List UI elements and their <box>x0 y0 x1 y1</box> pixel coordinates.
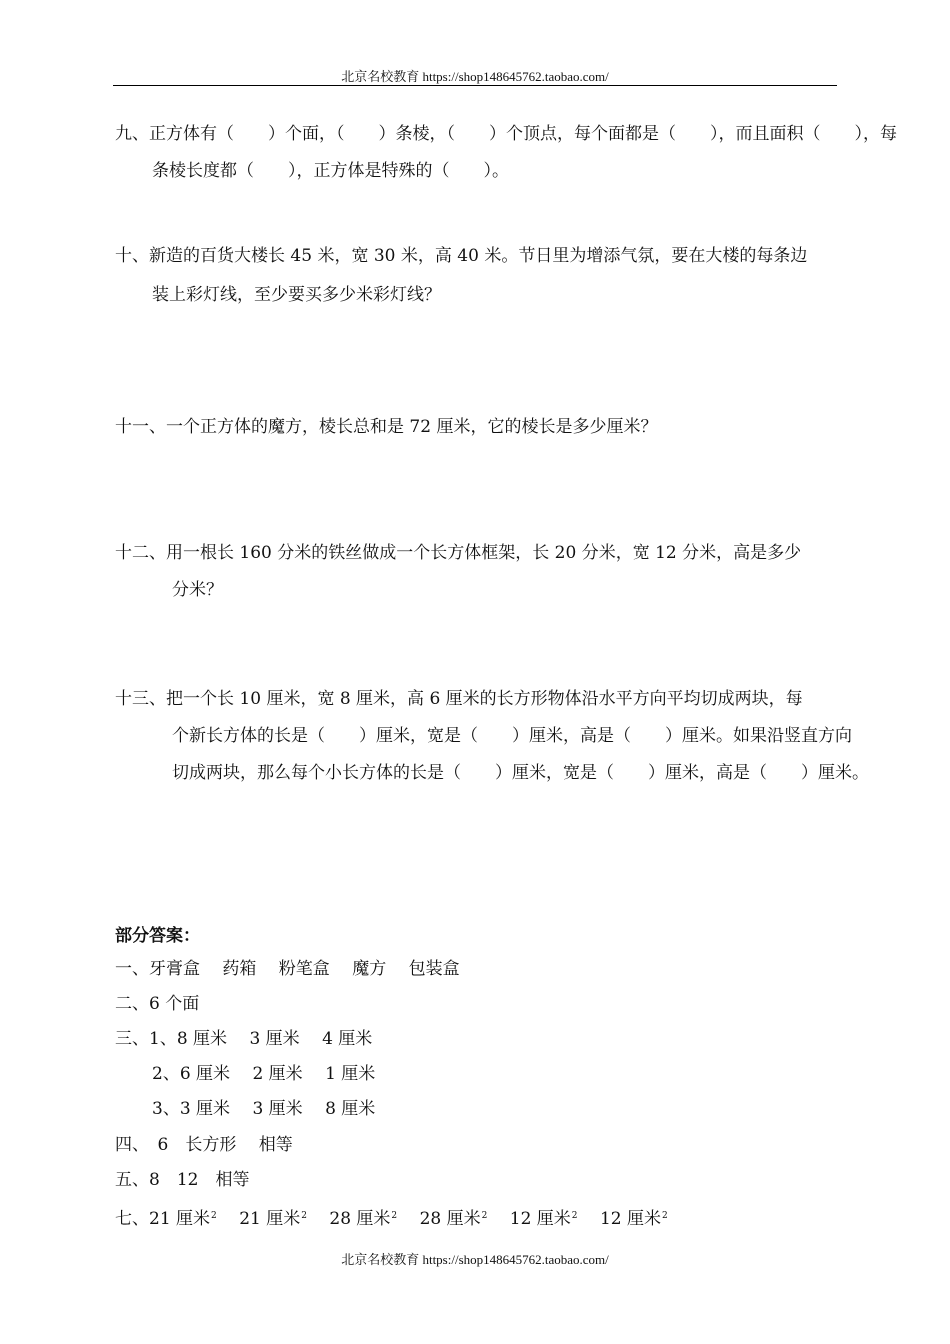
page-footer: 北京名校教育 https://shop148645762.taobao.com/ <box>341 1252 609 1267</box>
question-13-line-3: 切成两块，那么每个小长方体的长是（ ）厘米，宽是（ ）厘米，高是（ ）厘米。 <box>172 763 869 783</box>
answer-7-item: 12 厘米 <box>599 1209 661 1229</box>
answer-3-2: 2、6 厘米 2 厘米 1 厘米 <box>152 1064 376 1084</box>
squared-superscript: 2 <box>211 1211 217 1221</box>
squared-superscript: 2 <box>301 1211 307 1221</box>
answer-2: 二、6 个面 <box>115 994 200 1014</box>
question-13-line-2: 个新长方体的长是（ ）厘米，宽是（ ）厘米，高是（ ）厘米。如果沿竖直方向 <box>172 726 852 746</box>
answer-7 <box>115 1205 668 1230</box>
answer-4: 四、 6 长方形 相等 <box>115 1135 293 1155</box>
answer-7-item: 28 厘米 <box>329 1209 391 1229</box>
squared-superscript: 2 <box>661 1211 668 1221</box>
question-10-line-1: 十、新造的百货大楼长 45 米，宽 30 米，高 40 米。节日里为增添气氛，要在大楼的每条边 <box>115 246 808 266</box>
answer-3-1: 三、1、8 厘米 3 厘米 4 厘米 <box>115 1029 373 1049</box>
answer-7-item: 21 厘米 <box>239 1209 301 1229</box>
question-13-line-1: 十三、把一个长 10 厘米，宽 8 厘米，高 6 厘米的长方形物体沿水平方向平均切成两块，每 <box>115 689 803 709</box>
question-9-line-2: 条棱长度都（ ），正方体是特殊的（ ）。 <box>152 161 509 181</box>
answer-7-item: 21 厘米 <box>149 1209 211 1229</box>
answer-7-prefix: 七、 <box>115 1209 149 1229</box>
answer-5: 五、8 12 相等 <box>115 1170 250 1190</box>
question-12-line-1: 十二、用一根长 160 分米的铁丝做成一个长方体框架，长 20 分米，宽 12 分米，高是多少 <box>115 543 802 563</box>
question-9-line-1: 九、正方体有（ ）个面，（ ）条棱，（ ）个顶点，每个面都是（ ），而且面积（ ），每 <box>115 124 897 144</box>
question-10-line-2: 装上彩灯线，至少要买多少米彩灯线？ <box>152 285 441 305</box>
answers-title: 部分答案： <box>115 926 200 946</box>
squared-superscript: 2 <box>481 1211 488 1221</box>
answer-7-item: 28 厘米 <box>419 1209 481 1229</box>
squared-superscript: 2 <box>571 1211 578 1221</box>
answer-7-item: 12 厘米 <box>509 1209 571 1229</box>
question-12-line-2: 分米？ <box>172 580 223 600</box>
squared-superscript: 2 <box>391 1211 398 1221</box>
answer-3-3: 3、3 厘米 3 厘米 8 厘米 <box>152 1099 376 1119</box>
page-header: 北京名校教育 https://shop148645762.taobao.com/ <box>341 69 609 84</box>
header-rule <box>113 85 837 86</box>
answer-1: 一、牙膏盒 药箱 粉笔盒 魔方 包装盒 <box>115 959 460 979</box>
question-11-line-1: 十一、一个正方体的魔方，棱长总和是 72 厘米，它的棱长是多少厘米？ <box>115 417 658 437</box>
